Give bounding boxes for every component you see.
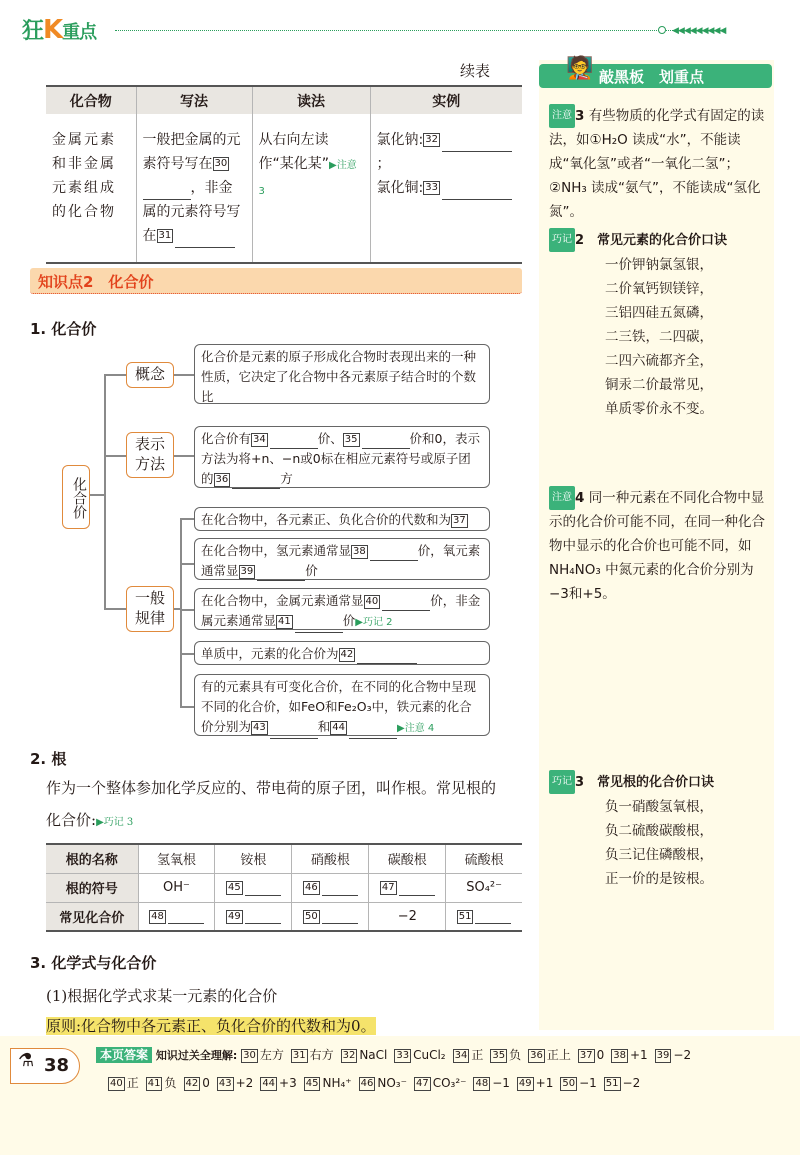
connector (88, 494, 104, 496)
blank-number: 30 (214, 158, 228, 169)
answer-number: 47 (415, 1077, 429, 1089)
table-cell: −2 (369, 902, 446, 931)
compound-table (46, 85, 522, 264)
answer-blank[interactable] (143, 184, 191, 200)
table-cell: 氢氧根 (138, 844, 215, 873)
answer-value: 正 (126, 1076, 139, 1090)
answer-number: 40 (110, 1077, 123, 1089)
table-cell (292, 902, 369, 931)
answer-item (517, 1076, 553, 1090)
blank-number: 33 (425, 182, 438, 193)
answers-row-2 (108, 1070, 788, 1096)
connector (180, 653, 194, 655)
answers-row-1: 本页答案 知识过关全理解: 30 左方 31 右方 32 NaCl 33 CuCl₂ 34 正 35 负 36 正上 37 0 38 +1 39 −2 (96, 1042, 786, 1069)
answer-number: 39 (656, 1049, 670, 1061)
col-header: 写法 (136, 86, 252, 114)
blank-number: 43 (253, 721, 266, 733)
answer-number: 32 (342, 1049, 356, 1061)
answer-number: 41 (147, 1077, 161, 1089)
connector (104, 455, 126, 457)
answer-item (655, 1048, 691, 1062)
sidebar-title: 敲黑板 划重点 (539, 64, 772, 88)
answer-value: NH₄⁺ (322, 1076, 352, 1090)
connector (104, 608, 126, 610)
answer-blank[interactable] (370, 545, 418, 561)
connector (104, 374, 106, 608)
answer-number: 43 (218, 1077, 232, 1089)
blank-number: 38 (353, 545, 366, 557)
blank-number: 42 (340, 648, 354, 660)
answer-item (291, 1048, 334, 1062)
table-cell: 碳酸根 (369, 844, 446, 873)
answer-tag: 本页答案 (96, 1047, 152, 1063)
knowledge-point-title: 知识点2 化合价 (30, 268, 522, 294)
answer-value: NaCl (359, 1048, 388, 1062)
answer-number: 31 (292, 1049, 306, 1061)
table-cell (369, 873, 446, 902)
answer-blank[interactable] (168, 908, 204, 924)
answer-number: 45 (305, 1077, 319, 1089)
table-cell: OH⁻ (138, 873, 215, 902)
answer-value: −1 (579, 1076, 597, 1090)
answer-blank[interactable] (442, 136, 512, 152)
note-ref: ▶巧记 2 (355, 617, 393, 628)
sidebar-tip-2: 巧记 2 常见元素的化合价口诀 一价钾钠氯氢银， 二价氧钙钡镁锌， 三铝四硅五氮磷， 二三铁，二四碳， 二四六硫都齐全， 铜汞二价最常见， 单质零价永不变。 (549, 228, 771, 421)
answer-item (414, 1076, 467, 1090)
continued-label: 续表 (460, 62, 491, 80)
row-header: 常见化合价 (46, 902, 138, 931)
answer-value: −2 (673, 1048, 692, 1062)
root-table (46, 843, 522, 932)
connector (172, 374, 194, 376)
section-title: 1. 化合价 (30, 320, 97, 338)
table-cell: SO₄²⁻ (446, 873, 522, 902)
row-header: 根的符号 (46, 873, 138, 902)
answer-number: 30 (243, 1049, 256, 1061)
note-ref: ▶注意 4 (397, 723, 435, 734)
table-cell: 硝酸根 (292, 844, 369, 873)
answer-number: 35 (492, 1049, 506, 1061)
answer-value: 右方 (309, 1048, 334, 1062)
subsection-title: (1)根据化学式求某一元素的化合价 (46, 987, 278, 1005)
brand-logo: 狂K重点 (22, 15, 97, 45)
answer-item (490, 1048, 521, 1062)
answer-blank[interactable] (245, 908, 281, 924)
answer-item (473, 1076, 509, 1090)
table-cell (138, 902, 215, 931)
answer-value: 负 (164, 1076, 177, 1090)
note-tag: 注意 (549, 486, 575, 510)
answer-blank[interactable] (257, 565, 305, 581)
rule-box: 有的元素具有可变化合价，在不同的化合物中呈现不同的化合价，如FeO和Fe₂O₃中，铁元素的化合价分别为 43 和 44 ▶注意 4 (194, 674, 490, 736)
answer-item (108, 1076, 139, 1090)
sidebar-note-3: 注意 3 有些物质的化学式有固定的读法，如①H₂O 读成“水”，不能读成“氧化氢”或者“一氧化二氢”；②NH₃ 读成“氨气”，不能读成“氢化氮”。 (549, 104, 771, 224)
answer-value: 0 (202, 1076, 210, 1090)
answer-blank[interactable] (475, 908, 511, 924)
answer-value: 正上 (546, 1048, 571, 1062)
note-ref: ▶注意 3 (258, 160, 357, 197)
answer-item (341, 1048, 388, 1062)
answer-item (453, 1048, 484, 1062)
flask-icon: ⚗ (18, 1050, 35, 1071)
connector (180, 518, 182, 708)
answer-value: +1 (629, 1048, 648, 1062)
tip-tag: 巧记 (549, 770, 575, 794)
blank-number: 31 (158, 230, 172, 241)
mindmap-branch: 一般规律 (126, 586, 174, 632)
connector (180, 563, 194, 565)
root-paragraph: 作为一个整体参加化学反应的、带电荷的原子团，叫作根。常见根的 化合价:▶巧记 3 (46, 779, 497, 829)
sidebar-tip-3: 巧记 3 常见根的化合价口诀 负一硝酸氢氧根， 负二硫酸碳酸根， 负三记住磷酸根， 正一价的是铵根。 (549, 770, 771, 891)
answer-number: 34 (454, 1049, 468, 1061)
answer-value: 负 (509, 1048, 522, 1062)
answer-number: 38 (613, 1049, 626, 1061)
answer-number: 51 (605, 1077, 619, 1089)
blank-number: 48 (151, 910, 164, 922)
blank-number: 41 (278, 615, 291, 627)
answer-item (241, 1048, 284, 1062)
sidebar-note-4: 注意 4 同一种元素在不同化合物中显示的化合价可能不同，在同一种化合物中显示的化合价也可能不同，如 NH₄NO₃ 中氮元素的化合价分别为−3和+5。 (549, 486, 771, 606)
answer-number: 49 (518, 1077, 532, 1089)
tip-tag: 巧记 (549, 228, 575, 252)
principle-text: 原则:化合物中各元素正、负化合价的代数和为0。 (46, 1017, 376, 1035)
answer-number: 46 (360, 1077, 374, 1089)
answer-blank[interactable] (270, 433, 318, 449)
blank-number: 32 (425, 134, 438, 145)
blank-number: 45 (228, 882, 241, 893)
answer-item (146, 1076, 177, 1090)
header-arrows-icon: ◀◀◀◀◀◀◀◀◀ (672, 26, 726, 36)
answer-blank[interactable] (270, 723, 318, 739)
concept-box: 化合价是元素的原子形成化合物时表现出来的一种性质，它决定了化合物中各元素原子结合时的个数比 (194, 344, 490, 404)
answer-value: +1 (535, 1076, 554, 1090)
mindmap-branch: 表示方法 (126, 432, 174, 478)
answer-value: 0 (596, 1048, 605, 1062)
header-rule (115, 30, 675, 31)
answer-blank[interactable] (245, 880, 281, 896)
writing-cell: 一般把金属的元素符号写在 30，非金属的元素符号写在 31 (136, 114, 252, 263)
answer-value: NO₃⁻ (377, 1076, 407, 1090)
answer-item (184, 1076, 210, 1090)
blank-number: 36 (215, 473, 229, 485)
answer-value: −1 (492, 1076, 510, 1090)
connector (104, 374, 126, 376)
example-cell: 氯化钠: 32； 氯化铜: 33 (370, 114, 522, 263)
answer-item (260, 1076, 296, 1090)
answer-value: +2 (235, 1076, 254, 1090)
mindmap-center: 化合价 (62, 465, 90, 529)
answer-item (560, 1076, 596, 1090)
representation-box: 化合价有 34 价、 35 价和0，表示方法为将+n、−n或0标在相应元素符号或原子团的 36 方 (194, 426, 490, 488)
answer-number: 50 (562, 1077, 576, 1089)
answer-item (528, 1048, 571, 1062)
col-header: 化合物 (46, 86, 136, 114)
blank-number: 46 (304, 882, 318, 893)
answer-number: 33 (396, 1049, 410, 1061)
blank-number: 47 (381, 882, 395, 893)
page-number: 38 (10, 1048, 80, 1084)
section-title: 3. 化学式与化合价 (30, 954, 157, 972)
answer-blank[interactable] (322, 908, 358, 924)
blank-number: 37 (453, 514, 466, 526)
blank-number: 51 (458, 910, 472, 922)
blank-number: 35 (344, 433, 358, 445)
answer-number: 37 (579, 1049, 593, 1061)
answer-item (578, 1048, 604, 1062)
answer-item (359, 1076, 407, 1090)
connector (180, 518, 194, 520)
row-header: 根的名称 (46, 844, 138, 873)
blank-number: 44 (332, 721, 345, 733)
compound-cell: 金属元素和非金属元素组成的化合物 (52, 132, 116, 220)
answer-number: 36 (530, 1049, 543, 1061)
connector (180, 609, 194, 611)
note-ref: ▶巧记 3 (96, 817, 134, 828)
section-title: 2. 根 (30, 750, 67, 768)
answer-blank[interactable] (322, 880, 358, 896)
answer-value: CuCl₂ (413, 1048, 446, 1062)
rule-box: 在化合物中，氢元素通常显 38 价，氧元素通常显 39 价 (194, 538, 490, 580)
table-cell (215, 873, 292, 902)
answer-value: 正 (471, 1048, 484, 1062)
answer-item (394, 1048, 445, 1062)
note-tag: 注意 (549, 104, 575, 128)
blank-number: 39 (240, 565, 254, 577)
table-cell: 硫酸根 (446, 844, 522, 873)
answer-blank[interactable] (442, 184, 512, 200)
answer-value: −2 (622, 1076, 641, 1090)
blank-number: 34 (253, 433, 266, 445)
answer-blank[interactable] (362, 433, 410, 449)
answer-item (304, 1076, 352, 1090)
table-cell: 铵根 (215, 844, 292, 873)
header-dot-icon (658, 26, 666, 34)
blank-number: 50 (304, 910, 318, 922)
answer-blank[interactable] (295, 617, 343, 633)
answer-number: 48 (475, 1077, 489, 1089)
blank-number: 49 (228, 910, 241, 922)
answer-value: 左方 (259, 1048, 284, 1062)
answer-number: 42 (185, 1077, 199, 1089)
answer-value: CO₃²⁻ (432, 1076, 467, 1090)
table-cell (446, 902, 522, 931)
answer-number: 44 (262, 1077, 276, 1089)
answer-blank[interactable] (382, 595, 430, 611)
answer-blank[interactable] (175, 232, 235, 248)
connector (180, 706, 194, 708)
answer-blank[interactable] (357, 648, 417, 664)
table-cell (215, 902, 292, 931)
answer-item (217, 1076, 253, 1090)
answer-blank[interactable] (349, 723, 397, 739)
connector (172, 455, 194, 457)
rule-box: 在化合物中，各元素正、负化合价的代数和为 37 (194, 507, 490, 531)
answer-value: +3 (279, 1076, 297, 1090)
blank-number: 40 (365, 595, 379, 607)
teacher-icon: 🧑‍🏫 (566, 56, 594, 81)
reading-cell: 从右向左读作“某化某”▶注意 3 (252, 114, 370, 263)
col-header: 读法 (252, 86, 370, 114)
rule-box: 单质中，元素的化合价为 42 (194, 641, 490, 665)
col-header: 实例 (370, 86, 522, 114)
answer-item (604, 1076, 640, 1090)
rule-box: 在化合物中，金属元素通常显 40 价，非金属元素通常显 41 价▶巧记 2 (194, 588, 490, 630)
answer-item (611, 1048, 647, 1062)
answer-blank[interactable] (399, 880, 435, 896)
answer-blank[interactable] (232, 473, 280, 489)
table-cell (292, 873, 369, 902)
mindmap-branch: 概念 (126, 362, 174, 388)
